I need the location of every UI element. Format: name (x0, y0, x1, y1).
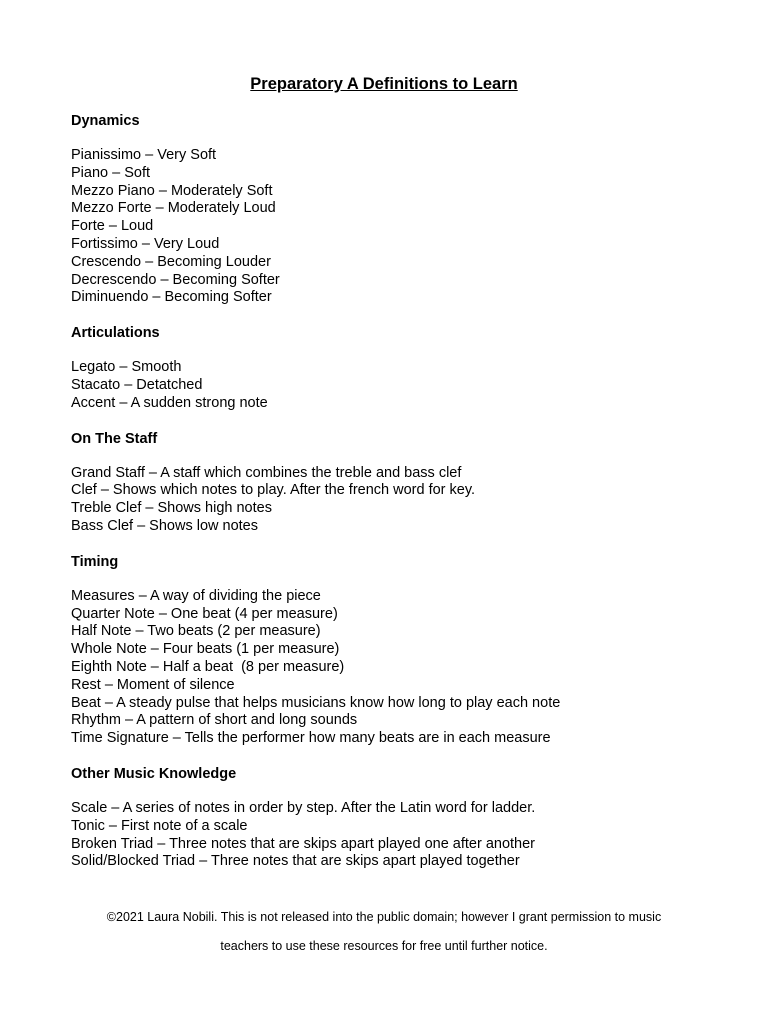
section-heading: Articulations (71, 325, 160, 342)
definition-item: Forte – Loud (71, 218, 154, 235)
document-body (71, 112, 731, 888)
definition-list (71, 359, 731, 412)
section-articulations (71, 324, 731, 412)
definition-list (71, 465, 731, 536)
definition-item: Whole Note – Four beats (1 per measure) (71, 641, 340, 658)
definition-item: Beat – A steady pulse that helps musicians know how long to play each note (71, 694, 561, 711)
definition-item: Mezzo Forte – Moderately Loud (71, 200, 276, 217)
copyright-footer (0, 903, 768, 961)
definition-item: Clef – Shows which notes to play. After the french word for key. (71, 482, 476, 499)
definition-item: Tonic – First note of a scale (71, 817, 248, 834)
definition-list (71, 800, 731, 871)
definition-item: Eighth Note – Half a beat (8 per measure) (71, 658, 345, 675)
definition-item: Accent – A sudden strong note (71, 394, 268, 411)
definition-item: Rhythm – A pattern of short and long sounds (71, 712, 358, 729)
section-heading: Dynamics (71, 113, 140, 129)
definition-item: Decrescendo – Becoming Softer (71, 271, 280, 288)
section-on-the-staff (71, 430, 731, 536)
definition-item: Mezzo Piano – Moderately Soft (71, 182, 273, 199)
definition-item: Treble Clef – Shows high notes (71, 500, 272, 517)
definition-item: Rest – Moment of silence (71, 676, 235, 693)
section-heading: Other Music Knowledge (71, 765, 237, 782)
definition-item: Measures – A way of dividing the piece (71, 587, 321, 604)
definition-item: Fortissimo – Very Loud (71, 235, 220, 252)
section-dynamics (71, 112, 731, 307)
section-heading: On The Staff (71, 430, 158, 447)
definition-item: Time Signature – Tells the performer how many beats are in each measure (71, 730, 551, 747)
section-heading: Timing (71, 553, 119, 570)
section-timing (71, 553, 731, 748)
definition-item: Quarter Note – One beat (4 per measure) (71, 605, 338, 622)
definition-item: Legato – Smooth (71, 359, 182, 376)
copyright-line: ©2021 Laura Nobili. This is not released into the public domain; however I grant permission to music (106, 910, 662, 924)
copyright-line: teachers to use these resources for free until further notice. (220, 939, 548, 953)
definition-list (71, 588, 731, 748)
definition-item: Solid/Blocked Triad – Three notes that are skips apart played together (71, 853, 520, 870)
definition-list (71, 147, 731, 307)
definition-item: Bass Clef – Shows low notes (71, 517, 258, 534)
definition-item: Grand Staff – A staff which combines the treble and bass clef (71, 464, 462, 481)
definition-item: Pianissimo – Very Soft (71, 147, 217, 163)
definition-item: Scale – A series of notes in order by step. After the Latin word for ladder. (71, 799, 536, 816)
definition-item: Piano – Soft (71, 164, 150, 181)
definition-item: Crescendo – Becoming Louder (71, 253, 271, 270)
definition-item: Diminuendo – Becoming Softer (71, 289, 272, 306)
definition-item: Stacato – Detatched (71, 376, 203, 393)
definition-item: Half Note – Two beats (2 per measure) (71, 623, 321, 640)
document-title: Preparatory A Definitions to Learn (250, 75, 518, 93)
section-other-music-knowledge (71, 765, 731, 871)
definition-item: Broken Triad – Three notes that are skips apart played one after another (71, 835, 536, 852)
